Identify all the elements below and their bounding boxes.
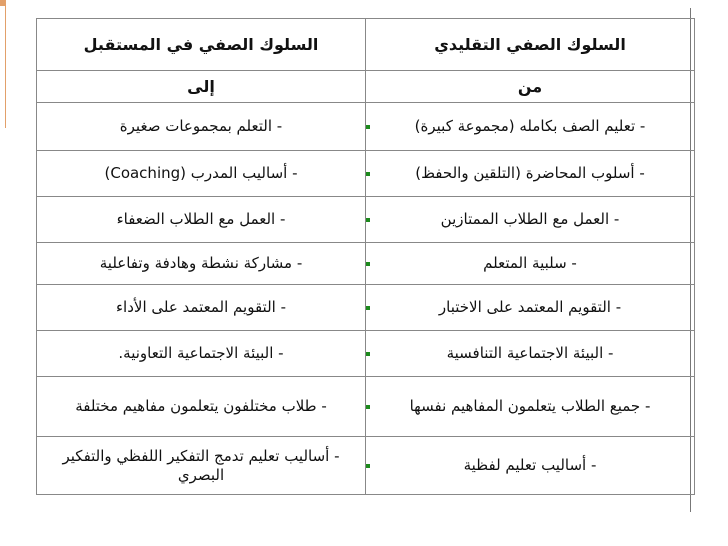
- left-arrow-icon: [366, 400, 371, 414]
- to-cell: - مشاركة نشطة وهادفة وتفاعلية: [37, 243, 366, 285]
- table-row: [37, 437, 695, 495]
- table-row: [37, 197, 695, 243]
- left-arrow-icon: [366, 167, 371, 181]
- traditional-behavior-header: السلوك الصفي التقليدي: [366, 19, 695, 71]
- from-cell: [366, 151, 695, 197]
- from-cell: [366, 285, 695, 331]
- from-text: - تعليم الصف بكامله (مجموعة كبيرة): [414, 117, 646, 135]
- to-cell: - العمل مع الطلاب الضعفاء: [37, 197, 366, 243]
- from-text: - أسلوب المحاضرة (التلقين والحفظ): [415, 164, 645, 182]
- accent-line: [0, 6, 6, 128]
- from-cell: [366, 437, 695, 495]
- to-cell: - البيئة الاجتماعية التعاونية.: [37, 331, 366, 377]
- table-row: [37, 285, 695, 331]
- left-arrow-icon: [366, 459, 371, 473]
- table-row: [37, 331, 695, 377]
- to-cell: - التعلم بمجموعات صغيرة: [37, 103, 366, 151]
- from-text: - سلبية المتعلم: [483, 254, 577, 272]
- from-cell: [366, 103, 695, 151]
- future-behavior-header: السلوك الصفي في المستقبل: [37, 19, 366, 71]
- comparison-table: [36, 18, 695, 495]
- to-cell: - التقويم المعتمد على الأداء: [37, 285, 366, 331]
- from-cell: [366, 197, 695, 243]
- to-cell: - أساليب المدرب (Coaching): [37, 151, 366, 197]
- table-row: [37, 377, 695, 437]
- table-row: [37, 151, 695, 197]
- left-arrow-icon: [366, 213, 371, 227]
- from-cell: [366, 243, 695, 285]
- left-arrow-icon: [366, 347, 371, 361]
- left-arrow-icon: [366, 301, 371, 315]
- from-cell: [366, 331, 695, 377]
- subheader-row: [37, 71, 695, 103]
- from-label: من: [366, 71, 695, 103]
- from-cell: [366, 377, 695, 437]
- left-arrow-icon: [366, 257, 371, 271]
- from-text: - العمل مع الطلاب الممتازين: [440, 210, 620, 228]
- from-text: - أساليب تعليم لفظية: [463, 456, 597, 474]
- from-text: - التقويم المعتمد على الاختبار: [438, 298, 622, 316]
- left-arrow-icon: [366, 120, 371, 134]
- to-label: إلى: [37, 71, 366, 103]
- to-cell: - أساليب تعليم تدمج التفكير اللفظي والتفكير البصري: [37, 437, 366, 495]
- from-text: - البيئة الاجتماعية التنافسية: [446, 344, 614, 362]
- to-cell: - طلاب مختلفون يتعلمون مفاهيم مختلفة: [37, 377, 366, 437]
- table-row: [37, 103, 695, 151]
- table-row: [37, 243, 695, 285]
- from-text: - جميع الطلاب يتعلمون المفاهيم نفسها: [409, 397, 651, 415]
- header-row: [37, 19, 695, 71]
